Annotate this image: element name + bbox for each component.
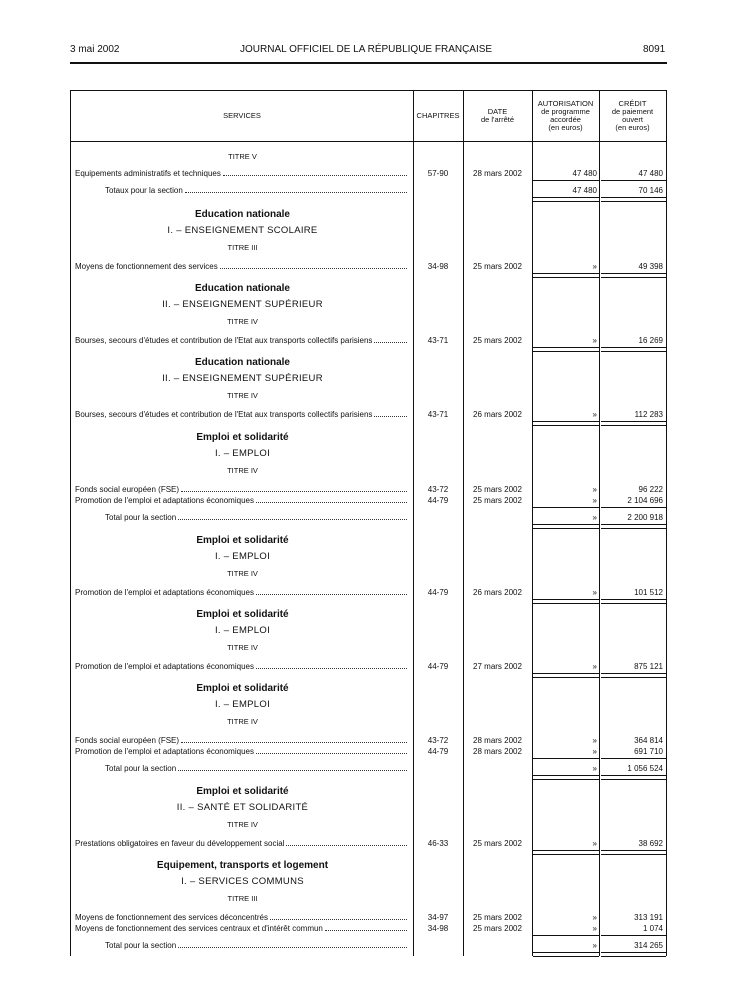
row-date: 26 mars 2002 [473, 588, 522, 597]
row-label [75, 588, 409, 597]
section-double-rule [601, 673, 666, 678]
row-credit: 691 710 [634, 747, 663, 756]
amount-underline [601, 758, 666, 759]
row-date: 25 mars 2002 [473, 839, 522, 848]
leader-dots [181, 491, 407, 492]
section-double-rule [601, 850, 666, 855]
row-date: 28 mars 2002 [473, 747, 522, 756]
row-label-text: Total pour la section [105, 941, 177, 950]
row-label [75, 336, 409, 345]
row-autorisation: » [592, 410, 597, 419]
row-date: 25 mars 2002 [473, 913, 522, 922]
row-label [75, 262, 409, 271]
subdivision-heading: II. – SANTÉ ET SOLIDARITÉ [176, 802, 309, 813]
row-date: 25 mars 2002 [473, 485, 522, 494]
ministry-heading: Emploi et solidarité [196, 535, 289, 546]
row-credit: 313 191 [634, 913, 663, 922]
total-credit: 314 265 [634, 941, 663, 950]
total-autorisation: » [592, 941, 597, 950]
ministry-heading: Emploi et solidarité [196, 609, 289, 620]
row-label [75, 169, 409, 178]
ministry-heading: Education nationale [194, 283, 290, 294]
section-double-rule [533, 197, 599, 202]
amount-underline [601, 507, 666, 508]
leader-dots [178, 770, 407, 771]
row-date: 25 mars 2002 [473, 924, 522, 933]
ministry-heading: Emploi et solidarité [196, 786, 289, 797]
leader-dots [223, 175, 407, 176]
row-credit: 1 074 [642, 924, 663, 933]
row-autorisation: » [592, 336, 597, 345]
leader-dots [181, 742, 407, 743]
column-divider [463, 90, 464, 956]
row-label [75, 410, 409, 419]
budget-table [70, 90, 667, 956]
ministry-heading: Emploi et solidarité [196, 683, 289, 694]
row-chapitre: 43-72 [427, 736, 449, 745]
row-credit: 112 283 [634, 410, 663, 419]
leader-dots [256, 502, 407, 503]
row-chapitre: 44-79 [427, 496, 449, 505]
row-credit: 101 512 [634, 588, 663, 597]
row-autorisation: » [592, 485, 597, 494]
row-chapitre: 34-98 [427, 924, 449, 933]
amount-underline [533, 935, 599, 936]
page-number: 8091 [643, 44, 666, 55]
titre-heading: TITRE III [227, 243, 258, 252]
column-header-date: DATE de l'arrêté [480, 106, 515, 124]
row-label [75, 913, 409, 922]
row-label-text: Promotion de l'emploi et adaptations économiques [75, 662, 254, 671]
row-label-text: Total pour la section [105, 764, 177, 773]
titre-heading: TITRE IV [227, 569, 258, 578]
section-double-rule [533, 952, 599, 957]
leader-dots [256, 668, 407, 669]
row-autorisation: » [592, 913, 597, 922]
row-chapitre: 43-72 [427, 485, 449, 494]
section-double-rule [601, 347, 666, 352]
subdivision-heading: I. – EMPLOI [214, 551, 271, 562]
row-autorisation: » [592, 662, 597, 671]
leader-dots [286, 845, 407, 846]
section-double-rule [601, 524, 666, 529]
row-label-text: Fonds social européen (FSE) [75, 485, 180, 494]
section-double-rule [533, 775, 599, 780]
row-label-text: Moyens de fonctionnement des services déconcentrés [75, 913, 268, 922]
row-label [75, 747, 409, 756]
header-rule [70, 62, 667, 64]
row-chapitre: 34-98 [427, 262, 449, 271]
row-label-text: Total pour la section [105, 513, 177, 522]
titre-heading: TITRE V [228, 152, 257, 161]
row-label-text: Equipements administratifs et techniques [75, 169, 221, 178]
ministry-heading: Education nationale [194, 357, 290, 368]
amount-underline [601, 935, 666, 936]
row-label-text: Moyens de fonctionnement des services [75, 262, 218, 271]
total-label [105, 186, 409, 195]
column-header-autorisation: AUTORISATION de programme accordée (en euros) [537, 98, 594, 132]
column-header-credit: CRÉDIT de paiement ouvert (en euros) [611, 98, 654, 132]
column-header-chapitres: CHAPITRES [416, 110, 460, 120]
row-date: 25 mars 2002 [473, 262, 522, 271]
row-label-text: Bourses, secours d'études et contribution de l'Etat aux transports collectifs parisiens [75, 336, 373, 345]
subdivision-heading: II. – ENSEIGNEMENT SUPÉRIEUR [162, 299, 323, 310]
titre-heading: TITRE IV [227, 717, 258, 726]
row-label-text: Promotion de l'emploi et adaptations économiques [75, 747, 254, 756]
row-label-text: Prestations obligatoires en faveur du développement social [75, 839, 285, 848]
column-header-rule [71, 141, 666, 142]
titre-heading: TITRE IV [227, 466, 258, 475]
total-autorisation: » [592, 764, 597, 773]
row-chapitre: 43-71 [427, 336, 449, 345]
leader-dots [256, 753, 407, 754]
row-date: 27 mars 2002 [473, 662, 522, 671]
row-autorisation: » [592, 736, 597, 745]
row-credit: 364 814 [634, 736, 663, 745]
leader-dots [325, 930, 407, 931]
leader-dots [178, 947, 407, 948]
section-double-rule [601, 952, 666, 957]
row-label-text: Promotion de l'emploi et adaptations économiques [75, 588, 254, 597]
row-label-text: Bourses, secours d'études et contribution de l'Etat aux transports collectifs parisiens [75, 410, 373, 419]
row-autorisation: » [592, 924, 597, 933]
header-title: JOURNAL OFFICIEL DE LA RÉPUBLIQUE FRANÇAISE [240, 44, 493, 55]
row-credit: 96 222 [638, 485, 663, 494]
section-double-rule [601, 197, 666, 202]
leader-dots [270, 919, 407, 920]
row-autorisation: » [592, 747, 597, 756]
row-date: 25 mars 2002 [473, 336, 522, 345]
row-label [75, 839, 409, 848]
row-autorisation: » [592, 496, 597, 505]
titre-heading: TITRE IV [227, 643, 258, 652]
row-autorisation: 47 480 [572, 169, 597, 178]
subdivision-heading: I. – SERVICES COMMUNS [181, 876, 304, 887]
row-label [75, 736, 409, 745]
leader-dots [185, 192, 407, 193]
total-credit: 1 056 524 [627, 764, 663, 773]
ministry-heading: Education nationale [194, 209, 290, 220]
row-chapitre: 46-33 [427, 839, 449, 848]
row-chapitre: 44-79 [427, 662, 449, 671]
titre-heading: TITRE IV [227, 820, 258, 829]
column-divider [532, 90, 533, 956]
ministry-heading: Emploi et solidarité [196, 432, 289, 443]
row-chapitre: 34-97 [427, 913, 449, 922]
column-header-services: SERVICES [223, 110, 261, 120]
titre-heading: TITRE IV [227, 391, 258, 400]
section-double-rule [533, 850, 599, 855]
total-label [105, 941, 409, 950]
total-label [105, 764, 409, 773]
row-date: 26 mars 2002 [473, 410, 522, 419]
section-double-rule [533, 673, 599, 678]
row-chapitre: 44-79 [427, 588, 449, 597]
section-double-rule [601, 421, 666, 426]
section-double-rule [533, 421, 599, 426]
leader-dots [374, 416, 407, 417]
section-double-rule [601, 775, 666, 780]
row-date: 25 mars 2002 [473, 496, 522, 505]
row-label [75, 924, 409, 933]
section-double-rule [533, 599, 599, 604]
row-autorisation: » [592, 262, 597, 271]
section-double-rule [601, 273, 666, 278]
total-autorisation: 47 480 [572, 186, 597, 195]
total-label [105, 513, 409, 522]
row-autorisation: » [592, 588, 597, 597]
row-label [75, 485, 409, 494]
amount-underline [601, 180, 666, 181]
row-chapitre: 44-79 [427, 747, 449, 756]
subdivision-heading: I. – EMPLOI [214, 699, 271, 710]
row-date: 28 mars 2002 [473, 736, 522, 745]
section-double-rule [533, 524, 599, 529]
total-autorisation: » [592, 513, 597, 522]
row-label-text: Fonds social européen (FSE) [75, 736, 180, 745]
subdivision-heading: I. – ENSEIGNEMENT SCOLAIRE [167, 225, 318, 236]
row-label [75, 662, 409, 671]
row-label [75, 496, 409, 505]
total-credit: 2 200 918 [627, 513, 663, 522]
leader-dots [256, 594, 407, 595]
titre-heading: TITRE III [227, 894, 258, 903]
amount-underline [533, 758, 599, 759]
row-chapitre: 43-71 [427, 410, 449, 419]
row-label-text: Totaux pour la section [105, 186, 183, 195]
leader-dots [178, 519, 407, 520]
amount-underline [533, 180, 599, 181]
ministry-heading: Equipement, transports et logement [156, 860, 329, 871]
row-credit: 38 692 [638, 839, 663, 848]
titre-heading: TITRE IV [227, 317, 258, 326]
leader-dots [220, 268, 407, 269]
leader-dots [374, 342, 407, 343]
row-label-text: Moyens de fonctionnement des services centraux et d'intérêt commun [75, 924, 323, 933]
subdivision-heading: II. – ENSEIGNEMENT SUPÉRIEUR [162, 373, 323, 384]
section-double-rule [601, 599, 666, 604]
section-double-rule [533, 347, 599, 352]
header-date: 3 mai 2002 [70, 44, 120, 55]
subdivision-heading: I. – EMPLOI [214, 625, 271, 636]
row-label-text: Promotion de l'emploi et adaptations économiques [75, 496, 254, 505]
row-date: 28 mars 2002 [473, 169, 522, 178]
amount-underline [533, 507, 599, 508]
row-chapitre: 57-90 [427, 169, 449, 178]
section-double-rule [533, 273, 599, 278]
row-autorisation: » [592, 839, 597, 848]
row-credit: 49 398 [638, 262, 663, 271]
row-credit: 16 269 [638, 336, 663, 345]
total-credit: 70 146 [638, 186, 663, 195]
row-credit: 2 104 696 [627, 496, 663, 505]
column-divider [599, 90, 600, 956]
subdivision-heading: I. – EMPLOI [214, 448, 271, 459]
row-credit: 47 480 [638, 169, 663, 178]
row-credit: 875 121 [634, 662, 663, 671]
